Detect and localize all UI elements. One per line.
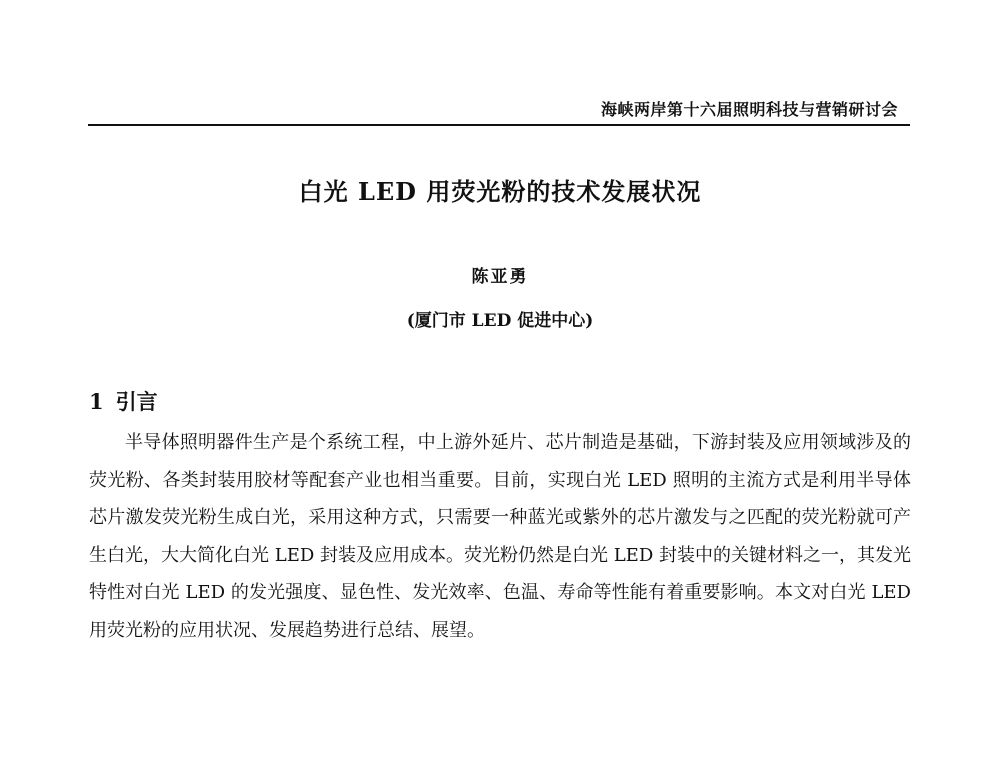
section-title: 引言 <box>115 389 158 414</box>
paper-title: 白光 LED 用荧光粉的技术发展状况 <box>298 177 702 206</box>
header-rule <box>88 124 910 126</box>
body-paragraph: 半导体照明器件生产是个系统工程，中上游外延片、芯片制造是基础，下游封装及应用领域涉及的荧光粉、各类封装用胶材等配套产业也相当重要。目前，实现白光 LED 照明的主流方式是利用半导体芯片激发荧光粉生成白光，采用这种方式，只需要一种蓝光或紫外的芯片激发与之匹配的荧光粉就可产生白光，大大简化白光 LED 封装及应用成本。荧光粉仍然是白光 LED 封装中的关键材料之一，其发光特性对白光 LED 的发光强度、显色性、发光效率、色温、寿命等性能有着重要影响。本文对白光 LED 用荧光粉的应用状况、发展趋势进行总结、展望。 <box>89 432 911 641</box>
section-heading <box>89 386 158 416</box>
author-name: 陈亚勇 <box>471 267 529 287</box>
section-number: 1 <box>89 389 104 414</box>
running-header: 海峡两岸第十六届照明科技与营销研讨会 <box>600 100 898 119</box>
author-affiliation: (厦门市 LED 促进中心) <box>406 311 594 331</box>
